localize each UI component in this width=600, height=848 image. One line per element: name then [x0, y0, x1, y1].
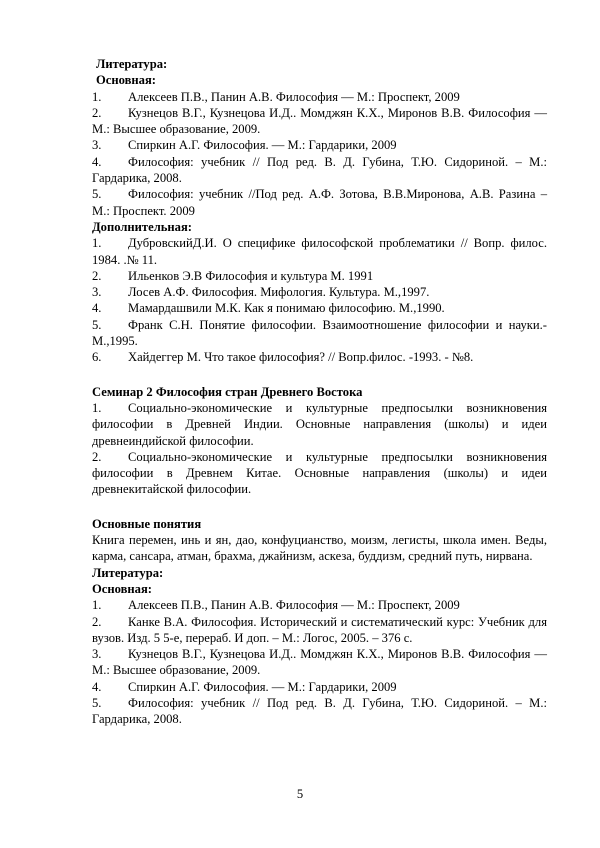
list-item [92, 89, 547, 105]
list-item-number: 5. [92, 695, 102, 710]
list-item-text: Хайдеггер М. Что такое философия? // Вопр.филос. -1993. - №8. [128, 350, 474, 365]
list-item [92, 186, 547, 219]
list-item-number: 5. [92, 317, 102, 332]
list-item-text: Кузнецов В.Г., Кузнецова И.Д.. Момджян К.Х., Миронов В.В. Философия — М.: Высшее образование, 2009. [92, 647, 547, 678]
list-item-number: 2. [92, 449, 102, 464]
concepts-text: Книга перемен, инь и ян, дао, конфуцианство, моизм, легисты, школа имен. Веды, карма, сансара, атман, брахма, джайнизм, аскеза, буддизм, средний путь, нирвана. [92, 533, 547, 564]
list-item-number: 2. [92, 614, 102, 629]
list-item-text: Спиркин А.Г. Философия. — М.: Гардарики, 2009 [128, 679, 397, 694]
page-number: 5 [296, 787, 304, 801]
list-item-text: Мамардашвили М.К. Как я понимаю философию. М.,1990. [128, 301, 445, 316]
list-item [92, 235, 547, 268]
list-item-number: 1. [92, 598, 102, 613]
list-item [92, 349, 547, 365]
list-item-text: Социально-экономические и культурные предпосылки возникновения философии в Древнем Китае. Основные направления (школы) и идеи древнекитайской философии. [92, 449, 547, 497]
seminar-title: Семинар 2 Философия стран Древнего Востока [92, 384, 363, 399]
list-item-number: 1. [92, 236, 102, 251]
list-item [92, 695, 547, 728]
list-item-text: Лосев А.Ф. Философия. Мифология. Культура. М.,1997. [128, 285, 430, 300]
list-item-text: Алексеев П.В., Панин А.В. Философия — М.: Проспект, 2009 [128, 89, 460, 104]
literature-heading-2: Литература: [92, 565, 164, 580]
list-item-number: 3. [92, 138, 102, 153]
list-item [92, 317, 547, 350]
additional-sources-list [92, 235, 547, 365]
main-sources-list-2 [92, 597, 547, 727]
list-item [92, 300, 547, 316]
list-item-number: 3. [92, 285, 102, 300]
list-item-number: 3. [92, 647, 102, 662]
list-item-number: 1. [92, 89, 102, 104]
list-item-number: 5. [92, 187, 102, 202]
list-item [92, 679, 547, 695]
list-item-number: 4. [92, 154, 102, 169]
list-item-text: Франк С.Н. Понятие философии. Взаимоотношение философии и науки.-М.,1995. [92, 317, 547, 349]
list-item [92, 614, 547, 647]
list-item-text: ДубровскийД.И. О специфике философской проблематики // Вопр. филос. 1984. .№ 11. [92, 236, 547, 267]
list-item-text: Алексеев П.В., Панин А.В. Философия — М.: Проспект, 2009 [128, 598, 460, 613]
list-item-number: 6. [92, 350, 102, 365]
list-item [92, 449, 547, 498]
list-item-text: Канке В.А. Философия. Исторический и систематический курс: Учебник для вузов. Изд. 5 5-е, перераб. И доп. – М.: Логос, 2005. – 376 с. [92, 614, 547, 645]
list-item [92, 284, 547, 300]
list-item-text: Философия: учебник //Под ред. А.Ф. Зотова, В.В.Миронова, А.В. Разина – М.: Проспект. 2009 [92, 187, 547, 218]
list-item-number: 4. [92, 679, 102, 694]
main-sources-list [92, 89, 547, 219]
list-item-text: Ильенков Э.В Философия и культура М. 1991 [128, 268, 374, 283]
list-item [92, 646, 547, 679]
document-page [92, 56, 547, 728]
literature-heading: Литература: [96, 57, 168, 71]
list-item [92, 400, 547, 449]
list-item-number: 2. [92, 268, 102, 283]
concepts-heading: Основные понятия [92, 516, 202, 531]
list-item [92, 154, 547, 187]
seminar-questions-list [92, 400, 547, 498]
list-item-text: Социально-экономические и культурные предпосылки возникновения философии в Древней Индии. Основные направления (школы) и идеи древнеиндийской философии. [92, 400, 547, 448]
additional-sources-heading: Дополнительная: [92, 219, 192, 234]
list-item [92, 137, 547, 153]
list-item-text: Философия: учебник // Под ред. В. Д. Губина, Т.Ю. Сидориной. – М.: Гардарика, 2008. [92, 695, 547, 727]
list-item-number: 1. [92, 400, 102, 415]
list-item [92, 105, 547, 138]
list-item [92, 268, 547, 284]
list-item-text: Кузнецов В.Г., Кузнецова И.Д.. Момджян К.Х., Миронов В.В. Философия — М.: Высшее образование, 2009. [92, 105, 547, 137]
list-item-number: 2. [92, 105, 102, 120]
main-sources-heading: Основная: [96, 73, 156, 88]
main-sources-heading-2: Основная: [92, 581, 152, 596]
list-item-text: Философия: учебник // Под ред. В. Д. Губина, Т.Ю. Сидориной. – М.: Гардарика, 2008. [92, 154, 547, 186]
list-item-number: 4. [92, 301, 102, 316]
list-item [92, 597, 547, 613]
list-item-text: Спиркин А.Г. Философия. — М.: Гардарики, 2009 [128, 138, 397, 153]
